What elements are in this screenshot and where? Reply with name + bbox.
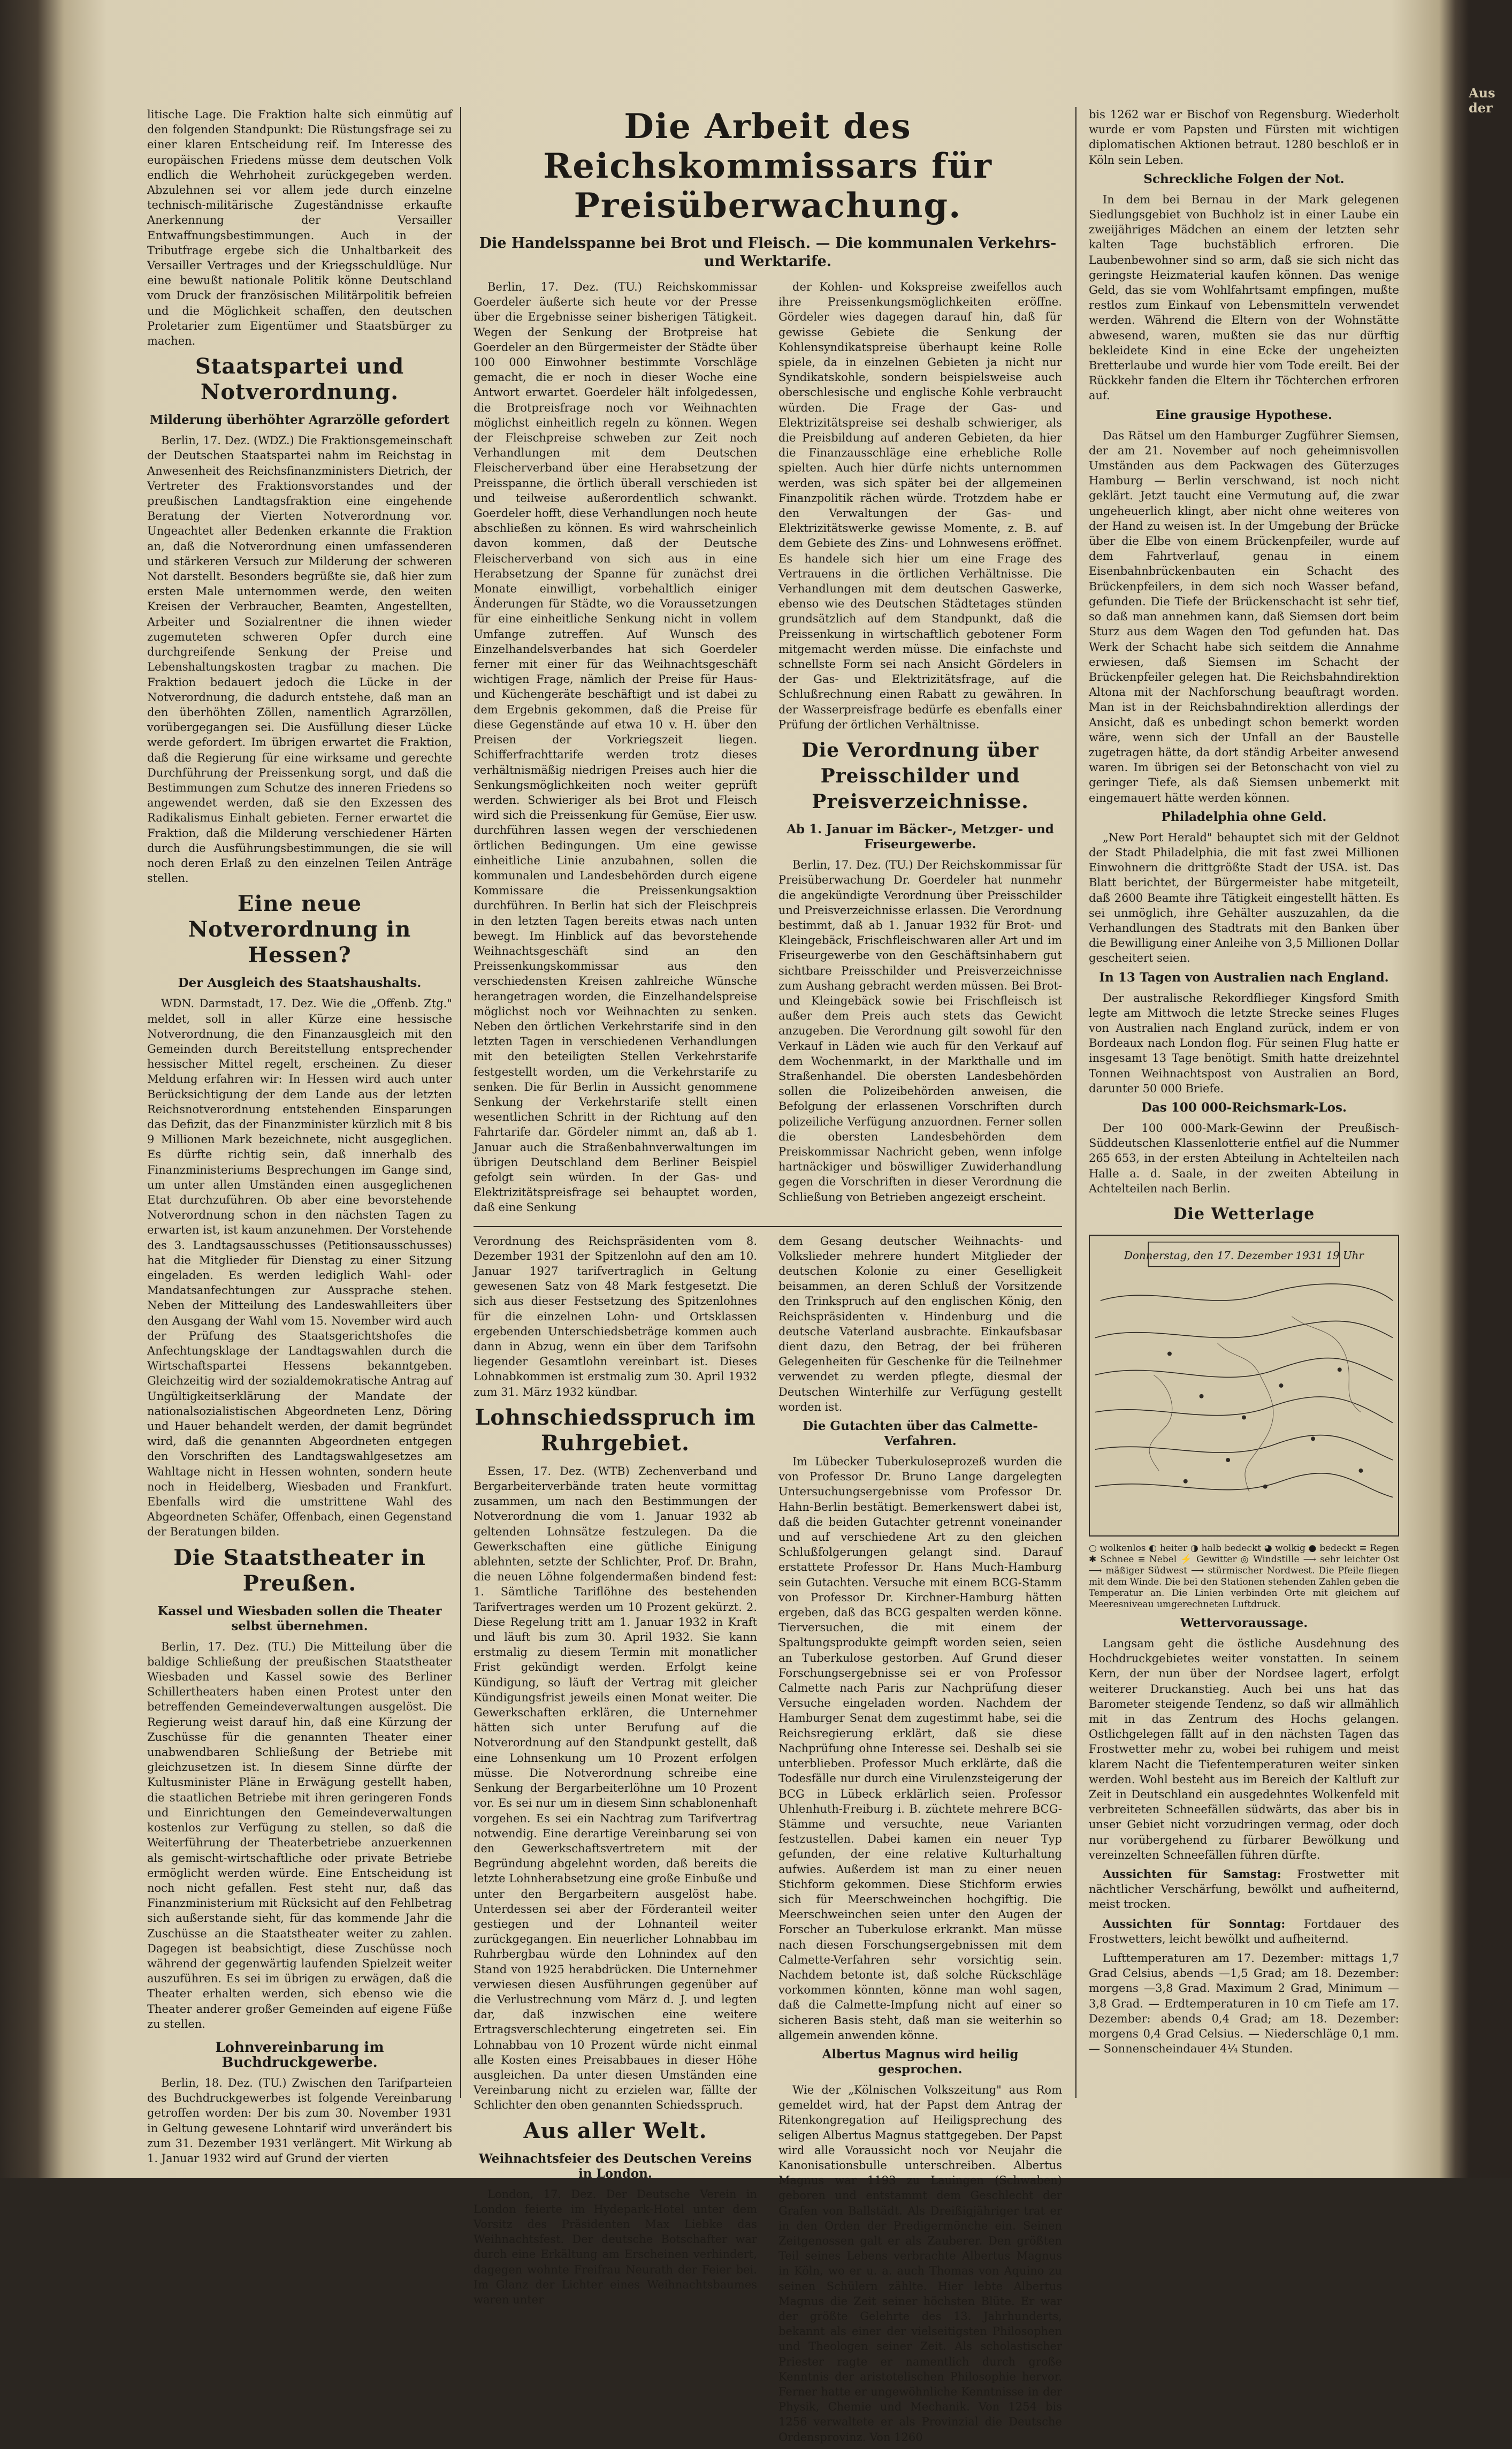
article-body: Im Lübecker Tuberkuloseprozeß wurden die von Professor Dr. Bruno Lange dargelegten Untersuchungsergebnisse vom Professor Dr. Hahn-Berlin bestätigt. Bemerkenswert dabei ist, daß die beiden Gutachter getrennt voneinander und auf verschiedene Art zu den gleichen Schlußfolgerungen gelangt sind. Darauf erstattete Professor Dr. Hans Much-Hamburg sein Gutachten. Versuche mit einem BCG-Stamm von Professor Dr. Kirchner-Hamburg hätten ergeben, daß das BCG gespalten werden könne. Tierversuchen, die mit einem der Spaltungsprodukte geimpft worden seien, seien an Tuberkulose gestorben. Auf Grund dieser Forschungsergebnisse sei er von Professor Calmette nach Paris zur Nachprüfung dieser Versuche eingeladen worden. Nachdem der Hamburger Senat dem zugestimmt habe, sei die Reichsregierung erklärt, daß sie diese Nachprüfung ohne Interesse sei. Deshalb sei sie unterblieben. Professor Much erklärte, daß die Todesfälle nur durch eine Virulenzsteigerung der BCG in Lübeck erklärlich seien. Professor Uhlenhuth-Freiburg i. B. züchtete mehrere BCG-Stämme und versuchte, neue Varianten festzustellen. Dabei kamen ein neuer Typ gefunden, der eine relative Kulturhaltung aufwies. Außerdem ist man zu einer neuen Stichform gekommen. Diese Stichform erwies sich für Meerschweinchen hochgiftig. Die Meerschweinchen seien unter den Augen der Forscher an Tuberkulose erkrankt. Man müsse nach diesen Forschungsergebnissen mit dem Calmette-Verfahren sehr vorsichtig sein. Nachdem betonte ist, daß solche Rückschläge vorkommen könnten, könne man wohl sagen, daß die Calmette-Impfung nicht auf einer so sicheren Basis steht, daß man sie weiterhin so allgemein anwenden könne. (778, 1455, 1062, 2042)
main-headline: Die Arbeit des Reichskommissars für Preisüberwachung. (543, 107, 992, 226)
article-body: Berlin, 18. Dez. (TU.) Zwischen den Tarifparteien des Buchdruckgewerbes ist folgende Vereinbarung getroffen worden: Der bis zum 30. November 1931 in Geltung gewesene Lohntarif wird unverändert bis zum 31. Dezember 1931 verlängert. Mit Wirkung ab 1. Januar 1932 wird auf Grund der vierten (147, 2076, 452, 2165)
weather-map (1089, 1235, 1399, 1537)
article-subhead: Milderung überhöhter Agrarzölle gefordert (149, 413, 450, 428)
article-body: der Kohlen- und Kokspreise zweifellos auch ihre Preissenkungsmöglichkeiten eröffne. Gördeler wies dagegen darauf hin, daß für gewisse Gebiete die Senkung der Kohlensyndikatspreise überhaupt keine Rolle spiele, da in einzelnen Gebieten ja nicht nur Syndikatskohle, sondern beispielsweise auch oberschlesische und englische Kohle verbraucht würden. Die Frage der Gas- und Elektrizitätspreise sei deshalb schwieriger, als die Preisbildung auf anderen Gebieten, da hier die Finanzausschläge eine erhebliche Rolle spielten. Auch hier dürfe nichts unternommen werden, was sich später bei der allgemeinen Finanzpolitik rächen würde. Trotzdem habe er den Verwaltungen der Gas- und Elektrizitätswerke gewisse Momente, z. B. auf dem Gebiete des Zins- und Lohnwesens eröffnet. Es handele sich hier um eine Frage des Vertrauens in die örtlichen Verhältnisse. Die Verhandlungen mit dem deutschen Gaswerke, ebenso wie des Deutschen Städtetages stünden grundsätzlich auf dem Standpunkt, daß die Preissenkung in wirtschaftlich gebotener Form mitgemacht werden müsse. Die einfachste und schnellste Form sei nach Ansicht Gördelers in der Gas- und Elektrizitätsfrage, auf die Schlußrechnung einen Rabatt zu gewähren. In der Wasserpreisfrage bedürfe es ebenfalls einer Prüfung der örtlichen Verhältnisse. (778, 280, 1062, 731)
article-body: Der 100 000-Mark-Gewinn der Preußisch-Süddeutschen Klassenlotterie entfiel auf die Nummer 265 653, in der ersten Abteilung in Achtelteilen nach Halle a. d. Saale, in der zweiten Abteilung in Achtelteilen nach Berlin. (1089, 1121, 1399, 1195)
article-subhead: Kassel und Wiesbaden sollen die Theater selbst übernehmen. (157, 1603, 442, 1633)
forecast-sunday (1089, 1916, 1399, 1946)
article-body: WDN. Darmstadt, 17. Dez. Wie die „Offenb. Ztg." meldet, soll in aller Kürze eine hessische Notverordnung, die den Finanzausgleich mit den Gemeinden durch Bereitstellung entsprechender hessischer Mittel regelt, erscheinen. Zu dieser Meldung erfahren wir: In Hessen wird auch unter Berücksichtigung der dem Lande aus der letzten Reichsnotverordnung entstehenden Einsparungen das Defizit, das der Finanzminister kürzlich mit 8 bis 9 Millionen Mark bezeichnete, nicht ausgeglichen. Es dürfte richtig sein, daß innerhalb des Finanzministeriums Besprechungen im Gange sind, um unter allen Umständen einen ausgeglichenen Etat durchzuführen. Ob aber eine bevorstehende Notverordnung schon in den nächsten Tagen zu erwarten ist, ist kaum anzunehmen. Der Vorstehende des 3. Landtagsausschusses (Petitionsausschusses) hat die Mitglieder für Dienstag zu einer Sitzung eingeladen. Es werden lediglich Wahl- oder Mandatsanfechtungen zur Aussprache stehen. Neben der Mitteilung des Landeswahlleiters über den Ausgang der Wahl vom 15. November wird auch der Prüfung des Staatsgerichtshofes die Anfechtungsklage der Landtagswahlen durch die Wirtschaftspartei Hessens bekanntgeben. Gleichzeitig wird der sozialdemokratische Antrag auf Ungültigkeitserklärung der Mandate der nationalsozialistischen Abgeordneten Lenz, Döring und Hauer behandelt werden, der damit begründet wird, daß die genannten Abgeordneten entgegen den Vorschriften des Landtagswahlgesetzes am Wahltage nicht in Hessen wohnten, sondern heute noch in Heidelberg, Wiesbaden und Frankfurt. Ebenfalls wird die umstrittene Wahl des Abgeordneten Schäfer, Offenbach, einen Gegenstand der Beratungen bilden. (147, 997, 452, 1539)
article-body: Wie der „Kölnischen Volkszeitung" aus Rom gemeldet wird, hat der Papst dem Antrag der Ritenkongregation auf Heiligsprechung des seligen Albertus Magnus stattgegeben. Der Papst wird alle Voraussicht noch vor Neujahr die Kanonisationsbulle unterschreiben. Albertus Magnus war 1193 zu Lauingen (Schwaben) geboren und entstammt dem Geschlecht der Grafen von Ballstädt. Als Dreißigjähriger trat er in den Orden der Predigermönche ein. Seinen Zeitgenossen galt er als Zauberer. Den größten Teil seines Lebens verbrachte Albertus Magnus in Köln, wo er u. a. auch Thomas von Aquino zu seinen Schülern zählte. Hier lebte Albertus Magnus die Zeit seiner höchsten Blüte. Er war der größte Gelehrte des 13. Jahrhunderts, bekannt als einer der vielseitigsten Philosophen und Theologen seiner Zeit. Als scholastischer Priester ragte er namentlich durch große Kenntnis der aristotelischen Philosophie hervor. Ferner hatte er ungewöhnliche Kenntnisse in der Physik, Chemie und Mechanik. Von 1254 bis 1256 verwaltete er als Provinzial die Deutsche Ordensprovinz. Von 1260 (778, 2083, 1062, 2444)
lower-articles (474, 1234, 1062, 2449)
article-body: Berlin, 17. Dez. (TU.) Reichskommissar Goerdeler äußerte sich heute vor der Presse über die Ergebnisse seiner bisherigen Tätigkeit. Wegen der Senkung der Brotpreise hat Goerdeler an den Bürgermeister der Städte über 100 000 Einwohner bestimmte Vorschläge gemacht, die er noch in dieser Woche eine Antwort erwartet. Goerdeler hält infolgedessen, die Brotpreisfrage noch vor Weihnachten möglichst einheitlich regeln zu können. Wegen der Fleischpreise schweben zur Zeit noch Verhandlungen mit dem Deutschen Fleischerverband über eine Herabsetzung der Preisspanne, die örtlich überall verschieden ist und teilweise außerordentlich schwankt. Goerdeler hofft, diese Verhandlungen noch heute abschließen zu können. Es wird wahrscheinlich davon kommen, daß der Deutsche Fleischerverband von sich aus in eine Herabsetzung der Spanne für zunächst drei Monate einwilligt, vorbehaltlich einiger Änderungen für Städte, wo die Voraussetzungen für eine einheitliche Senkung nicht in vollem Umfange zutreffen. Auf Wunsch des Einzelhandelsverbandes hat sich Goerdeler ferner mit einer für das Weihnachtsgeschäft wichtigen Frage, nämlich der Preise für Haus- und Küchengeräte beschäftigt und ist dabei zu dem Ergebnis gekommen, daß die Preise für diese Gegenstände auf etwa 10 v. H. über den Preisen der Vorkriegszeit liegen. Schifferfrachttarife werden trotz dieses verhältnismäßig niedrigen Preises auch hier die Senkungsmöglichkeiten noch weiter geprüft werden. Schwieriger als bei Brot und Fleisch wird sich die Preissenkung für Gemüse, Eier usw. durchführen lassen wegen der verschiedenen örtlichen Bedingungen. Um eine gewisse einheitliche Linie anzubahnen, sollen die kommunalen und Landesbehörden durch eigene Kommissare die Preissenkungsaktion durchführen. In Berlin hat sich der Fleischpreis in den letzten Tagen bereits etwas nach unten bewegt. Im Hinblick auf das bevorstehende Weihnachtsgeschäft sind an den Preissenkungskommissar aus den verschiedensten Kreisen zahlreiche Wünsche herangetragen worden, die Einzelhandelspreise möglichst noch vor Weihnachten zu senken. Neben den örtlichen Verkehrstarife sind in den letzten Tagen in verschiedenen Verhandlungen mit den beteiligten Stellen Verkehrstarife festgestellt worden, um die Verkehrstarife zu senken. Die für Berlin in Aussicht genommene Senkung der Verkehrstarife stellt einen wesentlichen Schritt in der Richtung auf den Fahrtarife dar. Gördeler nimmt an, daß ab 1. Januar auch die Straßenbahnverwaltungen im übrigen Deutschland dem Berliner Beispiel gefolgt sein würden. In der Gas- und Elektrizitätspreisfrage sei behauptet worden, daß eine Senkung (474, 280, 757, 1214)
right-column (1089, 107, 1399, 2060)
left-column (147, 107, 452, 2170)
weather-headline: Die Wetterlage (1173, 1205, 1315, 1223)
article-headline: Die Staatstheater in Preußen. (173, 1545, 426, 1596)
main-subhead: Die Handelsspanne bei Brot und Fleisch. — Die kommunalen Verkehrs- und Werktarife. (479, 235, 1057, 270)
article-body: In dem bei Bernau in der Mark gelegenen Siedlungsgebiet von Buchholz ist in einer Laube ein zweijähriges Mädchen an einem der letzten sehr kalten Tage buchstäblich erfroren. Die Laubenbewohner sind so arm, daß sie sich nicht das geringste Heizmaterial kaufen können. Das wenige Geld, das sie vom Wohlfahrtsamt empfingen, mußte restlos zum Einkauf von Lebensmitteln verwendet werden. Während die Eltern von der Wohnstätte abwesend, waren, mußten sie das nur dürftig bekleidete Kind in eine Ecke der ungeheizten Bretterlaube und wurde hier vom Tode ereilt. Bei der Rückkehr fanden die Eltern ihr Töchterchen erfroren auf. (1089, 193, 1399, 402)
article-body: Essen, 17. Dez. (WTB) Zechenverband und Bergarbeiterverbände traten heute vormittag zusammen, um nach den Bestimmungen der Notverordnung die vom 1. Januar 1932 ab geltenden Lohnsätze festzulegen. Da die Gewerkschaften eine gütliche Einigung ablehnten, setzte der Schlichter, Prof. Dr. Brahn, die neuen Löhne folgendermaßen bindend fest: 1. Sämtliche Tariflöhne des bestehenden Tarifvertrages werden um 10 Prozent gekürzt. 2. Diese Regelung tritt am 1. Januar 1932 in Kraft und läuft bis zum 30. April 1932. Sie kann erstmalig zu diesem Termin mit monatlicher Frist gekündigt werden. Erfolgt keine Kündigung, so läuft der Vertrag mit gleicher Kündigungsfrist jeweils einen Monat weiter. Die Gewerkschaften erklären, die Unternehmer hätten sich unter Berufung auf die Notverordnung auf den Standpunkt gestellt, daß eine Lohnsenkung um 10 Prozent erfolgen müsse. Die Notverordnung schreibe eine Senkung der Bergarbeiterlöhne um 10 Prozent vor. Es sei nur um in diesem Sinn schablonenhaft vorgehen. Es sei ein Nachtrag zum Tarifvertrag notwendig. Eine derartige Vereinbarung sei von den Gewerkschaftsvertretern mit der Begründung abgelehnt worden, daß bereits die letzte Lohnherabsetzung eine große Einbuße und unter den Bergarbeitern ausgelöst habe. Unterdessen sei aber der Förderanteil weiter gestiegen und der Lohnanteil weiter zurückgegangen. Ein neuerlicher Lohnabbau im Ruhrbergbau würde den Lohnindex auf den Stand von 1925 herabdrücken. Die Unternehmer verwiesen diesen Ausführungen gegenüber auf die Verlustrechnung vom März d. J. und legten dar, daß inzwischen eine weitere Ertragsverschlechterung eingetreten sei. Ein Lohnabbau von 10 Prozent würde nicht einmal alle Kosten eines Preisabbaues in dieser Höhe ausgleichen. Da unter diesen Umständen eine Vereinbarung nicht zu erzielen war, fällte der Schlichter den oben genannten Schiedsspruch. (474, 1464, 757, 2112)
forecast-saturday-label: Aussichten für Samstag: (1103, 1867, 1281, 1881)
article-headline: Die Verordnung über Preisschilder und Preisverzeichnisse. (801, 739, 1039, 813)
article-headline: Lohnschiedsspruch im Ruhrgebiet. (475, 1404, 756, 1456)
article-body: „New Port Herald" behauptet sich mit der Geldnot der Stadt Philadelphia, die mit fast zwei Millionen Einwohnern die drittgrößte Stadt der USA. ist. Das Blatt berichtet, der Bürgermeister habe mitgeteilt, daß 2600 Beamte ihre Tätigkeit eingestellt hätten. Es sei unmöglich, ihre Gehälter auszuzahlen, da die Verhandlungen des Stadtrats mit den Banken über die Bewilligung einer Anleihe von 3,5 Millionen Dollar gescheitert seien. (1089, 831, 1399, 965)
column-rule (460, 107, 461, 2098)
article-subhead: Schreckliche Folgen der Not. (1143, 171, 1345, 186)
forecast-body: Langsam geht die östliche Ausdehnung des Hochdruckgebietes weiter vonstatten. In seinem Kern, der nun über der Nordsee lagert, erfolgt weiterer Druckanstieg. Auch bei uns hat das Barometer steigende Tendenz, so daß wir allmählich mit in das Zentrum des Hochs gelangen. Ostlichgelegen fällt auf in den nächsten Tagen das Frostwetter mehr zu, wobei bei ruhigem und meist klarem Nacht die Tiefentemperaturen weiter sinken werden. Wohl besteht aus im Bereich der Kaltluft zur Zeit in Deutschland ein ausgedehntes Wolkenfeld mit verbreiteten Schneefällen südwärts, das aber bis in unser Gebiet nicht vorzudringen vermag, oder doch nur vorübergehend zu fürbarer Bewölkung und vereinzelten Schneefällen führen dürfte. (1089, 1637, 1399, 1861)
weather-legend: ○ wolkenlos ◐ heiter ◑ halb bedeckt ◕ wolkig ● bedeckt ≡ Regen ✱ Schnee ≡ Nebel ⚡ Gewitter ◎ Windstille ⟶ sehr leichter Ost ⟶ mäßiger Südwest ⟶ stürmischer Nordwest. Die Pfeile fliegen mit dem Winde. Die bei den Stationen stehenden Zahlen geben die Temperatur an. Die Linien verbinden Orte mit gleichem auf Meeresniveau umgerechneten Luftdruck. (1089, 1543, 1399, 1610)
weather-map-label: Donnerstag, den 17. Dezember 1931 19 Uhr (1124, 1249, 1364, 1262)
article-subhead: Die Gutachten über das Calmette-Verfahren. (803, 1419, 1038, 1449)
temperature-readings: Lufttemperaturen am 17. Dezember: mittags 1,7 Grad Celsius, abends —1,5 Grad; am 18. Dezember: morgens —3,8 Grad. Maximum 2 Grad, Minimum —3,8 Grad. — Erdtemperaturen in 10 cm Tiefe am 17. Dezember: abends 0,4 Grad; am 18. Dezember: morgens 0,4 Grad Celsius. — Niederschläge 0,1 mm. — Sonnenscheindauer 4¼ Stunden. (1089, 1952, 1399, 2056)
article-body: bis 1262 war er Bischof von Regensburg. Wiederholt wurde er vom Papsten und Fürsten mit wichtigen diplomatischen Aktionen betraut. 1280 beschloß er in Köln sein Leben. (1089, 108, 1399, 166)
column-rule (1075, 107, 1076, 2098)
article-headline: Aus aller Welt. (523, 2118, 707, 2143)
article-body: Berlin, 17. Dez. (WDZ.) Die Fraktionsgemeinschaft der Deutschen Staatspartei nahm im Reichstag in Anwesenheit des Reichsfinanzministers Dietrich, der Vertreter des Fraktionsvorstandes und der preußischen Landtagsfraktion eine eingehende Beratung der Vierten Notverordnung vor. Ungeachtet aller Bedenken erkannte die Fraktion an, daß die Notverordnung einen umfassenderen und stärkeren Versuch zur Milderung der schweren Not darstellt. Besonders begrüßte sie, daß hier zum ersten Male unternommen werde, den weiten Kreisen der Verbraucher, Beamten, Angestellten, Arbeiter und Sozialrentner die ihnen wieder zugemuteten schweren Opfer durch eine durchgreifende Senkung der Preise und Lebenshaltungskosten tragbar zu machen. Die Fraktion bedauert jedoch die Lücke in der Notverordnung, die dadurch entstehe, daß man an den überhöhten Zöllen, namentlich Agrarzöllen, vorübergegangen sei. Die Ausfüllung dieser Lücke werde gefordert. Im übrigen erwartet die Fraktion, daß die Regierung für eine wirksame und gerechte Durchführung der Preissenkung sorgt, und daß die Bestimmungen zum Schutze des inneren Friedens so angewendet werden, daß sie den Exzessen des Radikalismus Einhalt gebieten. Ferner erwartet die Fraktion, daß die Milderung verschiedener Härten durch die Ausführungsbestimmungen, die sie will noch deren Erlaß zu den einzelnen Teilen Anträge stellen. (147, 434, 452, 885)
article-subhead: Das 100 000-Reichsmark-Los. (1141, 1100, 1347, 1115)
center-section (474, 107, 1062, 2449)
section-divider (474, 1226, 1062, 1227)
intro-text: litische Lage. Die Fraktion halte sich einmütig auf den folgenden Standpunkt: Die Rüstungsfrage sei zu einer klaren Entscheidung reif. Im Interesse des europäischen Friedens müsse dem deutschen Volk endlich die Wehrhoheit zurückgegeben werden. Abzulehnen sei vor allem jede durch einzelne technisch-militärische Zugeständnisse erkaufte Anerkennung der Versailler Entwaffnungsbestimmungen. Auch in der Tributfrage ergebe sich die Unhaltbarkeit des Versailler Vertrages und der Kriegsschuldlüge. Nur eine bewußt nationale Politik könne Deutschland vom Druck der französischen Militärpolitik befreien und die Möglichkeit schaffen, den deutschen Proletarier zum Eigentümer und Staatsbürger zu machen. (147, 108, 452, 348)
article-body: Das Rätsel um den Hamburger Zugführer Siemsen, der am 21. November auf noch geheimnisvollen Umständen aus dem Packwagen des Güterzuges Hamburg — Berlin verschwand, ist noch nicht geklärt. Jetzt taucht eine Vermutung auf, die zwar ungeheuerlich klingt, aber nicht ohne weiteres von der Hand zu weisen ist. In der Umgebung der Brücke über die Elbe von einem Brückenpfeiler, wurde auf dem Fahrtverlauf, genau in einem Eisenbahnbrückenbauten ein Schacht des Brückenpfeilers, in dem sich noch Wasser befand, gefunden. Die Tiefe der Brückenschacht ist sehr tief, so daß man annehmen kann, daß Siemsen dort beim Sturz aus dem Wagen den Tod gefunden hat. Das Werk der Schacht habe sich seitdem die Annahme erwiesen, daß Siemsen im Schacht der Brückenpfeiler gelegen hat. Die Reichsbahndirektion Altona mit der Nachforschung beauftragt worden. Man ist in der Reichsbahndirektion allerdings der Ansicht, daß es unbedingt schon bemerkt worden wäre, wenn sich der Unfall an der Baustelle zugetragen hätte, da dort ständig Arbeiter anwesend waren. Im übrigen sei der Betonschacht von viel zu geringer Tiefe, als daß Siemsen unbemerkt mit eingemauert hätte werden können. (1089, 429, 1399, 804)
article-subhead: Eine grausige Hypothese. (1156, 407, 1332, 422)
article-subhead: Albertus Magnus wird heilig gesprochen. (822, 2047, 1019, 2077)
article-headline: Lohnvereinbarung im Buchdruckgewerbe. (215, 2039, 384, 2071)
adjacent-page-headline: Aus der (1469, 86, 1495, 116)
article-subhead: In 13 Tagen von Australien nach England. (1099, 970, 1389, 985)
article-body: London, 17. Dez. Der Deutsche Verein in London feierte im Hydepark-Hotel unter dem Vorsitz des Präsidenten Max Liebke das Weihnachtsfest. Der deutsche Botschafter war durch eine Erkältung am Erscheinen verhindert, dagegen wohnte Freifrau Neurath der Feier bei. Im Glanz der Lichter eines Weihnachtsbaumes waren unter (474, 2187, 757, 2306)
article-subhead: Philadelphia ohne Geld. (1161, 809, 1327, 824)
article-headline: Staatspartei und Notverordnung. (195, 354, 404, 405)
weather-map-drawing (1090, 1236, 1398, 1535)
forecast-saturday-text: Frostwetter mit nächtlicher Verschärfung, bewölkt und aufheiternd, meist trocken. (1089, 1868, 1399, 1911)
forecast-headline: Wettervoraussage. (1180, 1616, 1308, 1630)
article-body: Berlin, 17. Dez. (TU.) Der Reichskommissar für Preisüberwachung Dr. Goerdeler hat nunmehr die angekündigte Verordnung über Preisschilder und Preisverzeichnisse erlassen. Die Verordnung bestimmt, daß ab 1. Januar 1932 für Brot- und Kleingebäck, Frischfleischwaren aller Art und im Friseurgewerbe von den Geschäftsinhabern gut sichtbare Preisschilder und Preisverzeichnisse zum Aushang gebracht werden müssen. Bei Brot- und Kleingebäck sowie bei Frischfleisch ist außer dem Preis auch stets das Gewicht anzugeben. Die Verordnung gilt sowohl für den Verkauf in Läden wie auch für den Verkauf auf dem Wochenmarkt, in der Markthalle und im Straßenhandel. Die obersten Landesbehörden sollen die Polizeibehörden anweisen, die Befolgung der erlassenen Vorschriften durch polizeiliche Verfügung anzuordnen. Ferner sollen die obersten Landesbehörden dem Preiskommissar Nachricht geben, wenn infolge hartnäckiger und böswilliger Zuwiderhandlung gegen die Vorschriften in dieser Verordnung die Schließung von Betrieben angezeigt erscheint. (778, 858, 1062, 1204)
article-subhead: Weihnachtsfeier des Deutschen Vereins in London. (478, 2151, 752, 2181)
article-body: Der australische Rekordflieger Kingsford Smith legte am Mittwoch die letzte Strecke seines Fluges von Australien nach England zurück, indem er von Bordeaux nach London flog. Für seinen Flug hatte er insgesamt 13 Tage benötigt. Smith hatte dreizehntel Tonnen Weihnachtspost von Australien an Bord, darunter 50 000 Briefe. (1089, 991, 1399, 1095)
article-subhead: Der Ausgleich des Staatshaushalts. (178, 976, 422, 991)
forecast-sunday-label: Aussichten für Sonntag: (1103, 1916, 1286, 1930)
forecast-sunday-text: Fortdauer des Frostwetters, leicht bewölkt und aufheiternd. (1089, 1917, 1399, 1945)
article-body: Verordnung des Reichspräsidenten vom 8. Dezember 1931 der Spitzenlohn auf den am 10. Januar 1927 tarifvertraglich in Geltung gewesenen Satz von 48 Mark festgesetzt. Die sich aus dieser Festsetzung des Spitzenlohnes für die einzelnen Lohn- und Ortsklassen ergebenden Unterschiedsbeträge kommen auch dann in Abzug, wenn ein über dem Tarifsohn liegender Gesamtlohn vereinbart ist. Dieses Lohnabkommen ist erstmalig zum 30. April 1932 zum 31. März 1932 kündbar. (474, 1234, 757, 1398)
article-headline: Eine neue Notverordnung in Hessen? (188, 891, 411, 968)
article-body: Berlin, 17. Dez. (TU.) Die Mitteilung über die baldige Schließung der preußischen Staatstheater Wiesbaden und Kassel sowie des Berliner Schillertheaters haben einen Protest unter den betreffenden Gemeindeverwaltungen ausgelöst. Die Regierung weist darauf hin, daß eine Kürzung der Zuschüsse für die genannten Theater einer unabwendbaren Schließung der Betriebe mit gleichzusetzen ist. In diesem Sinne dürfte der Kultusminister Pläne in Erwägung gestellt haben, die staatlichen Betriebe mit ihren geringeren Fonds und Einrichtungen den Gemeindeverwaltungen kostenlos zur Verfügung zu stellen, so daß die Weiterführung der Theaterbetriebe anzuerkennen als gemischt-wirtschaftliche oder private Betriebe ermöglicht werden würde. Eine Entscheidung ist noch nicht gefallen. Fest steht nur, daß das Finanzministerium mit Rücksicht auf den Fehlbetrag sich außerstande sieht, für das kommende Jahr die Zuschüsse an die Staatstheater weiter zu zahlen. Dagegen ist beabsichtigt, diese Zuschüsse noch während der gegenwärtig laufenden Spielzeit weiter auszuführen. Es sei im übrigen zu erwägen, daß die Theater erhalten werden, sich ebenso wie die Theater anderer großer Gemeinden auf eigene Füße zu stellen. (147, 1640, 452, 2030)
article-subhead: Ab 1. Januar im Bäcker-, Metzger- und Friseurgewerbe. (786, 822, 1054, 852)
adjacent-page-fragment (1469, 86, 1512, 2119)
newspaper-page (99, 86, 1426, 2444)
main-article (474, 279, 1062, 1220)
forecast-saturday (1089, 1867, 1399, 1912)
article-body: dem Gesang deutscher Weihnachts- und Volkslieder mehrere hundert Mitglieder der deutschen Kolonie zu einer Geselligkeit beisammen, an deren Schluß der Vorsitzende den Trinkspruch auf den englischen König, den Reichspräsidenten v. Hindenburg und die deutsche Vaterland ausbrachte. Einkaufsbasar dient dazu, den Betrag, der bei früheren Gelegenheiten für Geschenke für die Teilnehmer verwendet zu werden pflegte, diesmal der Deutschen Winterhilfe zur Verfügung gestellt worden ist. (778, 1234, 1062, 1413)
